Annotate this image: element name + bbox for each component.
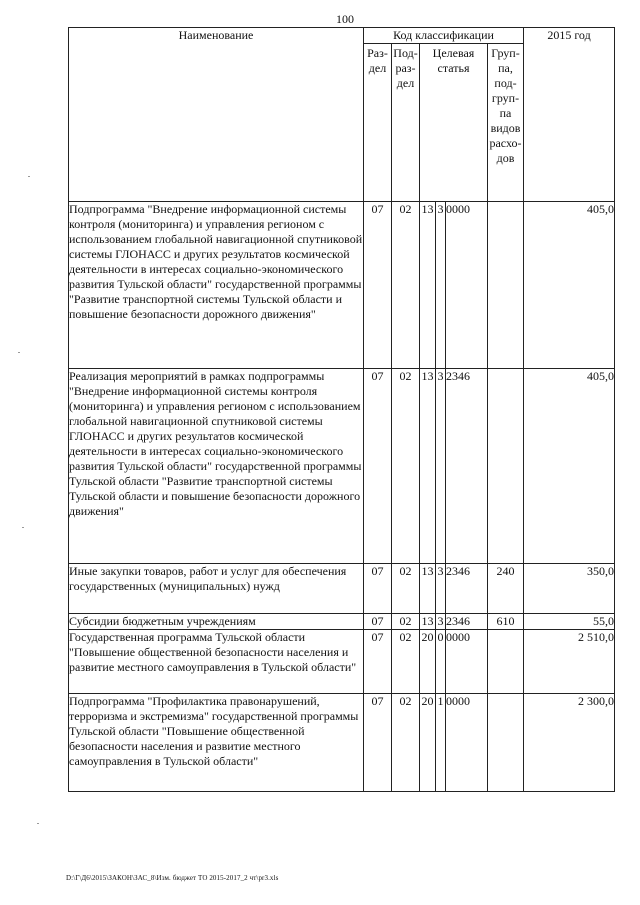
row-target-direction: 2346 <box>446 564 488 614</box>
row-name: Иные закупки товаров, работ и услуг для обеспечения государственных (муниципальных) нужд <box>69 564 364 614</box>
row-amount: 55,0 <box>524 614 615 630</box>
row-subsection: 02 <box>392 564 420 614</box>
row-target-subprogram: 3 <box>436 564 446 614</box>
header-target-article: Целевая статья <box>420 44 488 202</box>
row-name: Подпрограмма "Внедрение информационной системы контроля (мониторинга) и управления регионом с использованием глобальной навигационной спутниковой системы ГЛОНАСС и других результатов космической деятельности в интересах социально-экономического развития Тульской области" государственной программы "Развитие транспортной системы Тульской области и повышение безопасности дорожного движения" <box>69 202 364 369</box>
budget-table <box>68 27 615 792</box>
row-target-direction: 0000 <box>446 630 488 694</box>
row-target-subprogram: 3 <box>436 369 446 564</box>
row-section: 07 <box>364 630 392 694</box>
row-name: Реализация мероприятий в рамках подпрограммы "Внедрение информационной системы контроля (мониторинга) и управления регионом с использованием глобальной навигационной спутниковой системы ГЛОНАСС и других результатов космической деятельности в интересах социально-экономического развития Тульской области" государственной программы Тульской области "Развитие транспортной системы Тульской области и повышение безопасности дорожного движения" <box>69 369 364 564</box>
row-name: Субсидии бюджетным учреждениям <box>69 614 364 630</box>
row-target-subprogram: 3 <box>436 202 446 369</box>
row-expense-group: 610 <box>488 614 524 630</box>
row-name: Государственная программа Тульской области "Повышение общественной безопасности населения и развитие местного самоуправления в Тульской области" <box>69 630 364 694</box>
row-subsection: 02 <box>392 202 420 369</box>
table-row <box>69 614 615 630</box>
row-section: 07 <box>364 202 392 369</box>
row-section: 07 <box>364 614 392 630</box>
table-row <box>69 564 615 614</box>
row-target-direction: 2346 <box>446 614 488 630</box>
scan-speck <box>28 176 30 177</box>
table-row <box>69 694 615 792</box>
table-row <box>69 369 615 564</box>
row-expense-group <box>488 202 524 369</box>
row-target-direction: 0000 <box>446 202 488 369</box>
row-subsection: 02 <box>392 369 420 564</box>
scan-speck <box>22 527 24 528</box>
row-target-subprogram: 0 <box>436 630 446 694</box>
table-row <box>69 202 615 369</box>
row-target-program: 13 <box>421 614 434 628</box>
row-target-program: 20 <box>420 694 436 792</box>
row-target-program: 13 <box>420 369 436 564</box>
row-name: Подпрограмма "Профилактика правонарушений, терроризма и экстремизма" государственной программы Тульской области "Повышение общественной безопасности населения и развитие местного самоуправления в Тульской области" <box>69 694 364 792</box>
row-amount: 405,0 <box>524 369 615 564</box>
row-amount: 350,0 <box>524 564 615 614</box>
file-path-footer: D:\Г\Д6\2015\ЗАКОН\ЗАС_8\Изм. бюджет ТО 2015-2017_2 чт\pr3.xls <box>66 874 279 882</box>
header-year: 2015 год <box>524 28 615 202</box>
header-expense-group: Груп- па, под- груп- па видов расхо- дов <box>488 44 524 202</box>
row-expense-group: 240 <box>488 564 524 614</box>
row-subsection: 02 <box>392 694 420 792</box>
row-amount: 2 300,0 <box>524 694 615 792</box>
row-subsection: 02 <box>392 630 420 694</box>
header-subsection: Под- раз- дел <box>392 44 420 202</box>
row-target-program: 13 <box>420 202 436 369</box>
row-target-subprogram: 3 <box>437 614 444 628</box>
page-number: 100 <box>336 12 354 26</box>
header-classification-code: Код классификации <box>364 28 524 44</box>
row-expense-group <box>488 694 524 792</box>
row-amount: 405,0 <box>524 202 615 369</box>
header-name: Наименование <box>69 28 364 202</box>
table-row <box>69 630 615 694</box>
header-section: Раз- дел <box>364 44 392 202</box>
row-section: 07 <box>364 369 392 564</box>
row-section: 07 <box>364 564 392 614</box>
row-target-program: 13 <box>420 564 436 614</box>
row-target-direction: 0000 <box>446 694 488 792</box>
scan-speck <box>18 352 20 353</box>
row-subsection: 02 <box>392 614 420 630</box>
row-expense-group <box>488 630 524 694</box>
row-amount: 2 510,0 <box>524 630 615 694</box>
row-target-subprogram: 1 <box>436 694 446 792</box>
scan-speck <box>37 823 39 824</box>
row-expense-group <box>488 369 524 564</box>
row-section: 07 <box>364 694 392 792</box>
row-target-direction: 2346 <box>446 369 488 564</box>
row-target-program: 20 <box>420 630 436 694</box>
header-row <box>69 28 615 44</box>
